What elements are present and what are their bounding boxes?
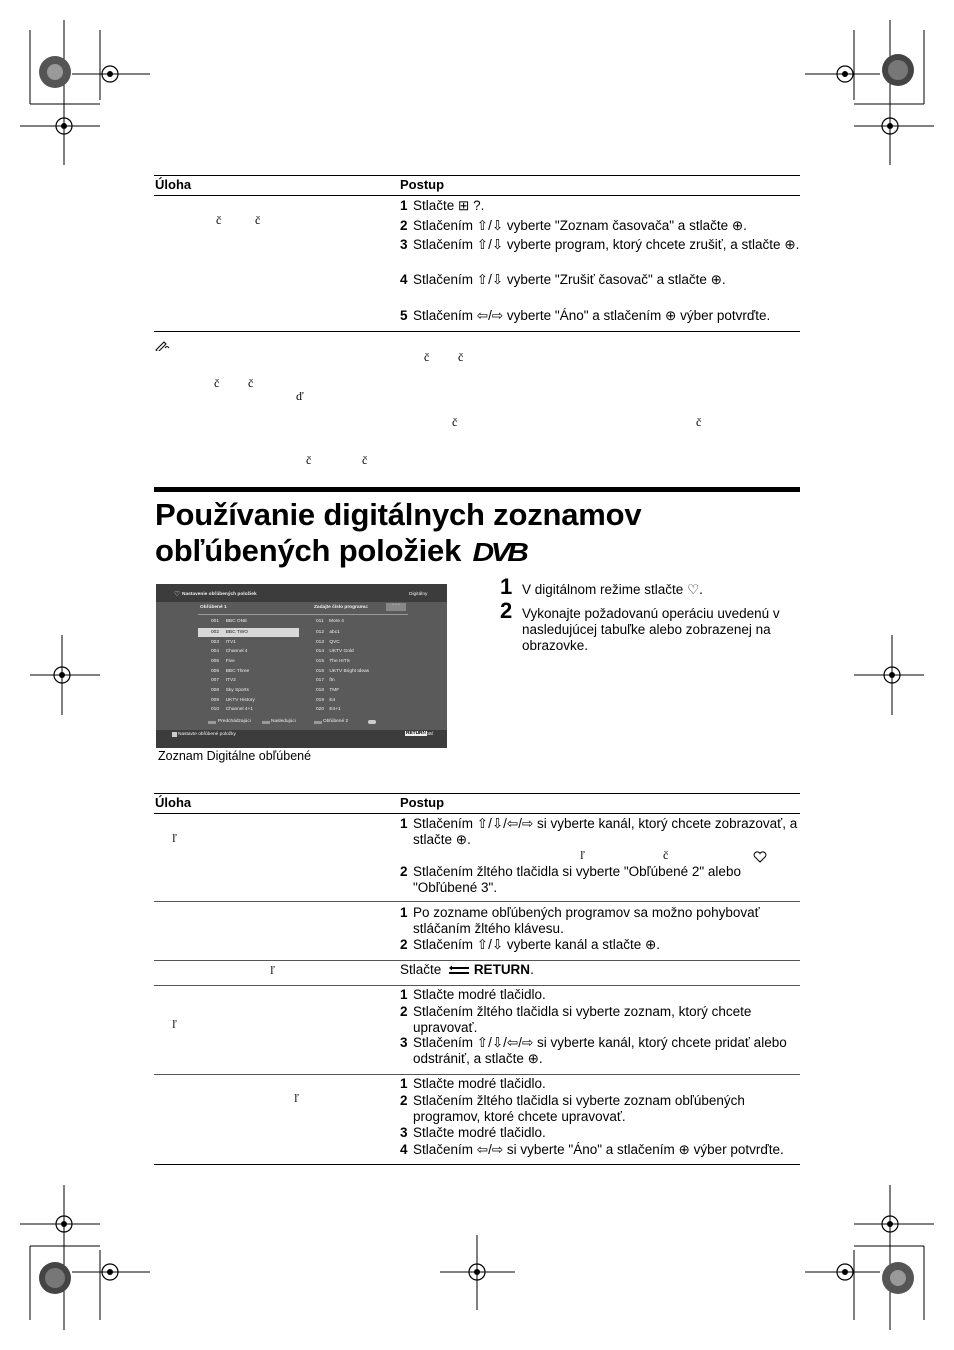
tv-list-item: 012 abc1 [316,630,340,635]
tv-list-item: 016 UKTV Bright Ideas [316,669,370,674]
table2-row-rule [154,1074,800,1075]
tv-list-item: 010 Channel 4+1 [211,707,254,712]
table2-row-rule [154,901,800,902]
stray-glyph: č [663,848,669,862]
tv-list-item: 005 Five [211,659,235,664]
tv-legend-swatch [208,721,216,724]
tv-legend-next: Nasledujúci [271,719,296,724]
table1-top-rule [154,175,800,176]
table1-header-task: Úloha [155,177,192,192]
tv-footer-return-key: RETURN [406,731,426,736]
tv-header-title: Nastavenie obľúbených položiek [182,592,257,597]
tv-list-item: 015 The HITS [316,659,350,664]
table2-header-rule [154,813,800,814]
stray-glyph: č [452,415,458,429]
stray-glyph: č [424,350,430,364]
tv-list-item: 002 BBC TWO [211,630,248,635]
intro-step-number: 2 [500,598,513,623]
table2-row-rule [154,960,800,961]
stray-glyph: č [458,350,464,364]
return-key-label: RETURN [473,962,531,977]
stray-glyph: ľ [172,831,177,845]
tv-legend-fav2: Obľúbené 2 [323,719,349,724]
tv-list-item: 014 UKTV Gold [316,649,354,654]
tv-list-item: 009 UKTV History [211,698,255,703]
return-instruction: Stlačte RETURN. [400,962,534,977]
tv-list-item: 019 E4 [316,698,336,703]
heart-icon: ♡ [174,591,181,598]
tv-list-label: Obľúbené 1 [200,605,227,610]
heart-icon [753,851,767,863]
table1-header-rule [154,195,800,196]
tv-list-item: 003 ITV1 [211,640,236,645]
stray-glyph: č [216,213,222,227]
tv-list-item: 017 ftn [316,678,335,683]
tv-list-item: 018 TMF [316,688,340,693]
table2-top-rule [154,793,800,794]
intro-step-text: V digitálnom režime stlačte ♡. [522,582,703,597]
table2-header-procedure: Postup [400,795,445,810]
stray-glyph: č [696,415,702,429]
stray-glyph: č [255,213,261,227]
screen-caption: Zoznam Digitálne obľúbené [158,749,312,763]
stray-glyph: ľ [580,848,585,862]
stray-glyph: ľ [172,1017,177,1031]
tv-legend-prev: Predchádzajúci [218,719,251,724]
return-instruction-text: Stlačte [400,962,442,977]
dvb-logo: DVB [472,537,525,567]
stray-glyph: č [362,453,368,467]
tv-input-label: Zadajte číslo programu: [314,605,369,610]
tv-list-item: 006 BBC Three [211,669,250,674]
tv-list-item: 020 E4+1 [316,707,341,712]
table2-row-rule [154,985,800,986]
section-title-line1: Používanie digitálnych zoznamov [155,497,642,532]
stray-glyph: ľ [294,1091,299,1105]
stray-glyph: č [214,376,220,390]
note-pencil-icon [155,339,171,351]
tv-input-box: - - - [386,603,406,611]
tv-list-item: 011 More 4 [316,619,344,624]
section-title-line2 [155,533,805,570]
tv-legend-swatch [314,721,322,724]
table1-bottom-rule [154,331,800,332]
tv-legend-swatch [368,720,376,724]
stray-glyph: ď [296,389,304,403]
tv-divider [198,614,408,615]
tv-header-mode: Digitálny [409,592,428,597]
tv-footer-icon [172,732,177,737]
table1-header-procedure: Postup [400,177,445,192]
stray-glyph: ľ [270,963,275,977]
tv-footer-hint: Nastavte obľúbené položky [178,732,236,737]
table2-header-task: Úloha [155,795,192,810]
tv-list-item: 004 Channel 4 [211,649,248,654]
table2-bottom-rule [154,1164,800,1165]
intro-step-number: 1 [500,574,513,599]
section-title-text: obľúbených položiek [155,533,462,568]
tv-footer-back: Späť [423,732,434,737]
tv-legend-swatch [262,721,270,724]
section-rule [154,487,800,492]
stray-glyph: č [248,376,254,390]
return-icon [448,965,470,975]
tv-list-item: 001 BBC ONE [211,619,248,624]
intro-step-text: Vykonajte požadovanú operáciu uvedenú v nasledujúcej tabuľke alebo zobrazenej na obrazovke. [522,606,780,653]
tv-list-item: 013 QVC [316,640,340,645]
tv-list-item: 007 ITV2 [211,678,236,683]
stray-glyph: č [306,453,312,467]
tv-list-item: 008 Sky Sports [211,688,249,693]
favourites-screen [156,584,447,748]
